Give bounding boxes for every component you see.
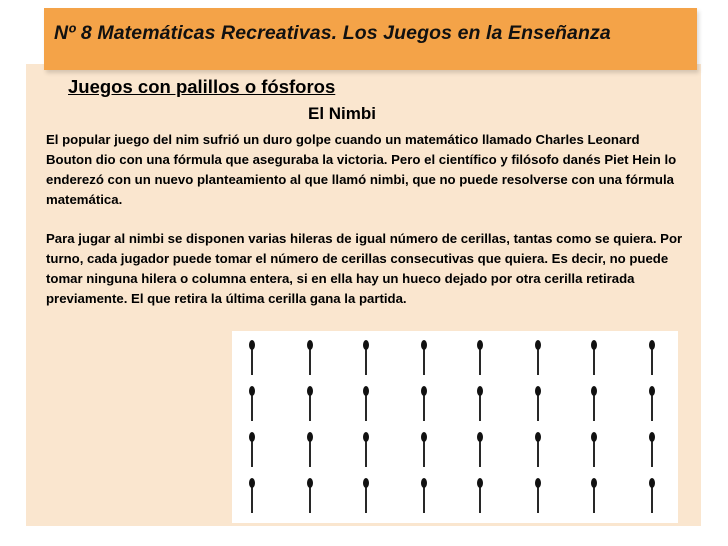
matchstick <box>535 432 541 467</box>
matchstick <box>649 432 655 467</box>
paragraph-intro: El popular juego del nim sufrió un duro golpe cuando un matemático llamado Charles Leonard Bouton dio con una fórmula que aseguraba la victoria. Pero el científico y filósofo danés Piet Hein lo enderezó con un nuevo planteamiento al que llamó nimbi, que no puede resolverse con una fórmula matemática. <box>46 132 677 207</box>
section-subtitle: Juegos con palillos o fósforos <box>68 76 336 97</box>
matchstick <box>591 340 597 375</box>
matchstick <box>591 432 597 467</box>
matchstick <box>421 340 427 375</box>
matchstick <box>363 340 369 375</box>
slide-title: Nº 8 Matemáticas Recreativas. Los Juegos en la Enseñanza <box>54 22 611 44</box>
matchstick <box>363 478 369 513</box>
matchstick <box>535 478 541 513</box>
matchstick-grid <box>232 331 678 523</box>
matchstick <box>421 432 427 467</box>
matchstick <box>421 478 427 513</box>
matchstick <box>307 386 313 421</box>
matchstick <box>477 386 483 421</box>
matchstick <box>591 386 597 421</box>
matchstick <box>477 478 483 513</box>
matchstick <box>363 432 369 467</box>
matchstick <box>249 478 255 513</box>
matchstick <box>249 432 255 467</box>
matchstick <box>307 478 313 513</box>
matchstick <box>421 386 427 421</box>
game-title: El Nimbi <box>308 104 377 123</box>
matchstick-board <box>232 331 678 523</box>
matchstick <box>477 340 483 375</box>
matchstick <box>307 340 313 375</box>
matchstick <box>649 478 655 513</box>
matchstick <box>649 386 655 421</box>
matchstick <box>535 386 541 421</box>
matchstick <box>649 340 655 375</box>
matchstick <box>249 386 255 421</box>
matchstick <box>249 340 255 375</box>
matchstick <box>363 386 369 421</box>
matchstick <box>477 432 483 467</box>
matchstick <box>591 478 597 513</box>
paragraph-rules: Para jugar al nimbi se disponen varias hileras de igual número de cerillas, tantas como se quiera. Por turno, cada jugador puede tomar el número de cerillas consecutivas que quiera. Es decir, no puede tomar ninguna hilera o columna entera, si en ella hay un hueco dejado por otra cerilla retirada previamente. El que retira la última cerilla gana la partida. <box>46 231 683 306</box>
matchstick <box>535 340 541 375</box>
matchstick <box>307 432 313 467</box>
